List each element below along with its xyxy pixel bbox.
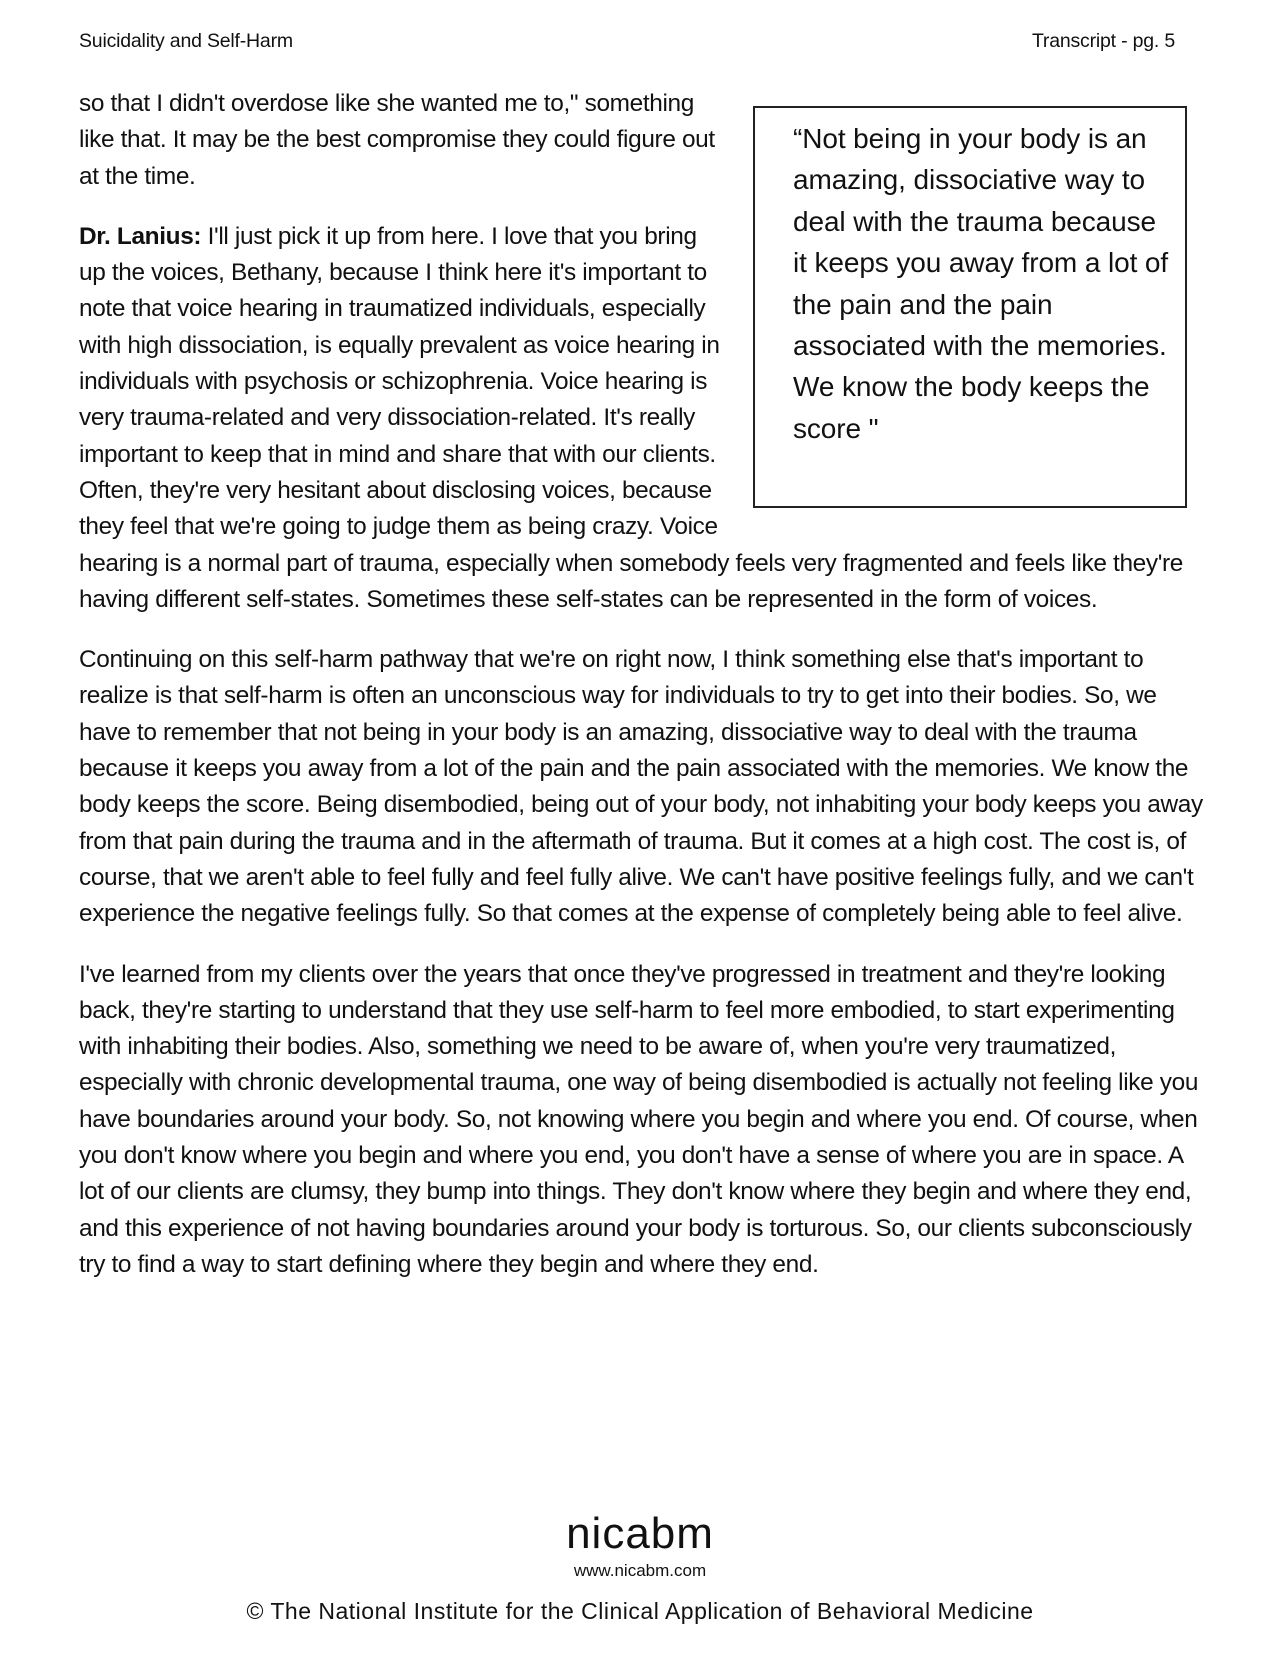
speaker-label: Dr. Lanius: — [79, 222, 202, 250]
paragraph-text: so that I didn't overdose like she wanted me to," something like that. It may be the best compromise they could figure out at the time. — [79, 90, 715, 190]
page-footer — [0, 1510, 1280, 1626]
page-header — [79, 30, 1175, 56]
paragraph-text: I'll just pick it up from here. I love that you bring up the voices, Bethany, because I think here it's important to note that voice hearing in traumatized individuals, especially with high dissociation, is equally prevalent as voice hearing in individuals with psychosis or schizophrenia. Voice hearing is very trauma-related and very dissociation-related. It's really important to keep that in mind and share that with our clients. Often, they're very hesitant about disclosing voices, because they feel that we're going to judge them as being crazy. Voice hearing is a normal part of trauma, especially when somebody feels very fragmented and feels like they're having different self-states. Sometimes these self-states can be represented in the form of voices. — [79, 222, 1184, 613]
paragraph — [79, 957, 1203, 1284]
pull-quote-text: “Not being in your body is an amazing, dissociative way to deal with the trauma because it keeps you away from a lot of the pain and the pain associated with the memories. We know the body keeps the score " — [793, 123, 1169, 444]
page-number-label: Transcript - pg. 5 — [1031, 30, 1175, 52]
nicabm-logo: nicabm — [566, 1509, 714, 1558]
document-title: Suicidality and Self-Harm — [79, 30, 293, 52]
transcript-body — [79, 86, 1203, 1307]
paragraph — [79, 642, 1203, 932]
paragraph-text: I've learned from my clients over the years that once they've progressed in treatment and they're looking back, they're starting to understand that they use self-harm to feel more embodied, to start experimenting with inhabiting their bodies. Also, something we need to be aware of, when you're very traumatized, especially with chronic developmental trauma, one way of being disembodied is actually not feeling like you have boundaries around your body. So, not knowing where you begin and where you end. Of course, when you don't know where you begin and where you end, you don't have a sense of where you are in space. A lot of our clients are clumsy, they bump into things. They don't know where they begin and where they end, and this experience of not having boundaries around your body is torturous. So, our clients subconsciously try to find a way to start defining where they begin and where they end. — [79, 960, 1199, 1278]
copyright-notice: © The National Institute for the Clinical Application of Behavioral Medicine — [246, 1598, 1034, 1624]
pull-quote-box — [753, 106, 1187, 508]
paragraph-text: Continuing on this self-harm pathway that we're on right now, I think something else that's important to realize is that self-harm is often an unconscious way for individuals to try to get into their bodies. So, we have to remember that not being in your body is an amazing, dissociative way to deal with the trauma because it keeps you away from a lot of the pain and the pain associated with the memories. We know the body keeps the score. Being disembodied, being out of your body, not inhabiting your body keeps you away from that pain during the trauma and in the aftermath of trauma. But it comes at a high cost. The cost is, of course, that we aren't able to feel fully and feel fully alive. We can't have positive feelings fully, and we can't experience the negative feelings fully. So that comes at the expense of completely being able to feel alive. — [79, 646, 1203, 928]
website-url: www.nicabm.com — [573, 1561, 707, 1580]
